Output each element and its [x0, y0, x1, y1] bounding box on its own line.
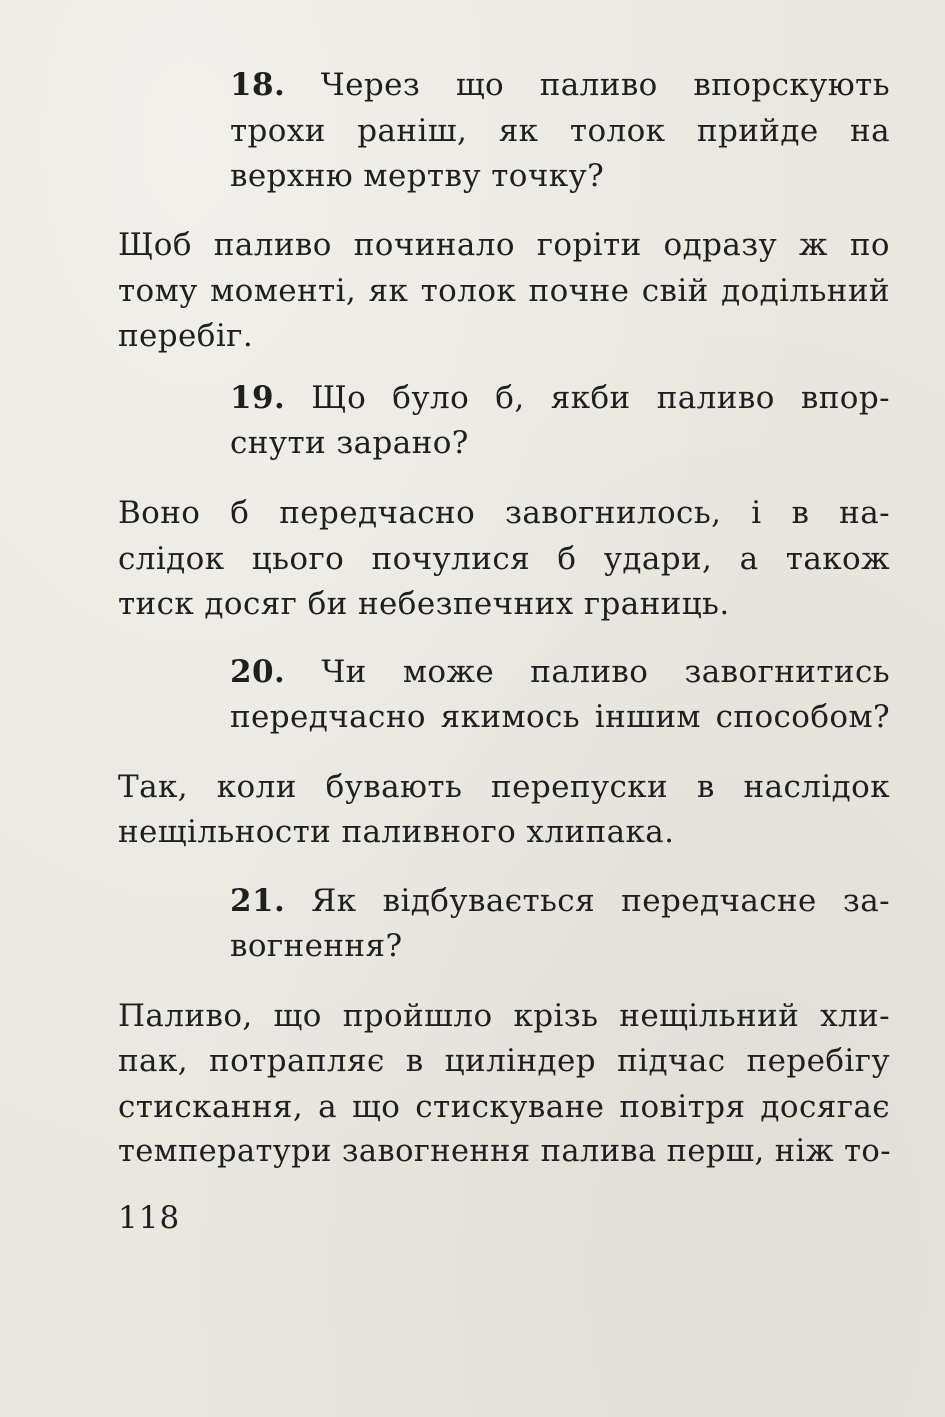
- answer-21-line-2: пак, потрапляє в циліндер підчас перебігу: [118, 1043, 890, 1079]
- answer-18-line-1: Щоб паливо починало горіти одразу ж по: [118, 227, 890, 263]
- question-20-number: 20.: [230, 654, 286, 690]
- question-21-line-2: вогнення?: [230, 928, 403, 964]
- question-19-number: 19.: [230, 380, 286, 416]
- answer-20-line-1: Так, коли бувають перепуски в наслідок: [118, 769, 890, 805]
- answer-18-line-3: перебіг.: [118, 318, 254, 354]
- page-number: 118: [118, 1200, 181, 1236]
- question-20-text-1: Чи може паливо завогнитись: [321, 654, 890, 690]
- question-18-line-1: [230, 62, 890, 108]
- question-19-line-1: [230, 375, 890, 421]
- answer-19-line-3: тиск досяг би небезпечних границь.: [118, 586, 730, 622]
- question-18-line-2: трохи раніш, як толок прийде на: [230, 113, 890, 149]
- question-18-number: 18.: [230, 67, 286, 103]
- answer-21-line-1: Паливо, що пройшло крізь нещільний хли-: [118, 998, 890, 1034]
- question-18-line-3: верхню мертву точку?: [230, 158, 605, 194]
- question-19-line-2: снути зарано?: [230, 425, 469, 461]
- answer-18-line-2: тому моменті, як толок почне свій додільний: [118, 273, 890, 309]
- answer-19-line-2: слідок цього почулися б удари, а також: [118, 541, 890, 577]
- question-21-number: 21.: [230, 883, 286, 919]
- question-20-line-2: передчасно якимось іншим способом?: [230, 699, 890, 735]
- question-18-text-1: Через що паливо впорскують: [320, 67, 890, 103]
- answer-21-line-4: температури завогнення палива перш, ніж то-: [118, 1134, 891, 1169]
- question-21-text-1: Як відбувається передчасне за-: [311, 883, 890, 919]
- question-21-line-1: [230, 878, 890, 924]
- answer-21-line-3: стискання, а що стискуване повітря досягає: [118, 1089, 890, 1125]
- question-19-text-1: Що було б, якби паливо впор-: [311, 380, 890, 416]
- question-20-line-1: [230, 649, 890, 695]
- answer-20-line-2: нещільности паливного хлипака.: [118, 814, 675, 850]
- answer-19-line-1: Воно б передчасно завогнилось, і в на-: [118, 495, 890, 531]
